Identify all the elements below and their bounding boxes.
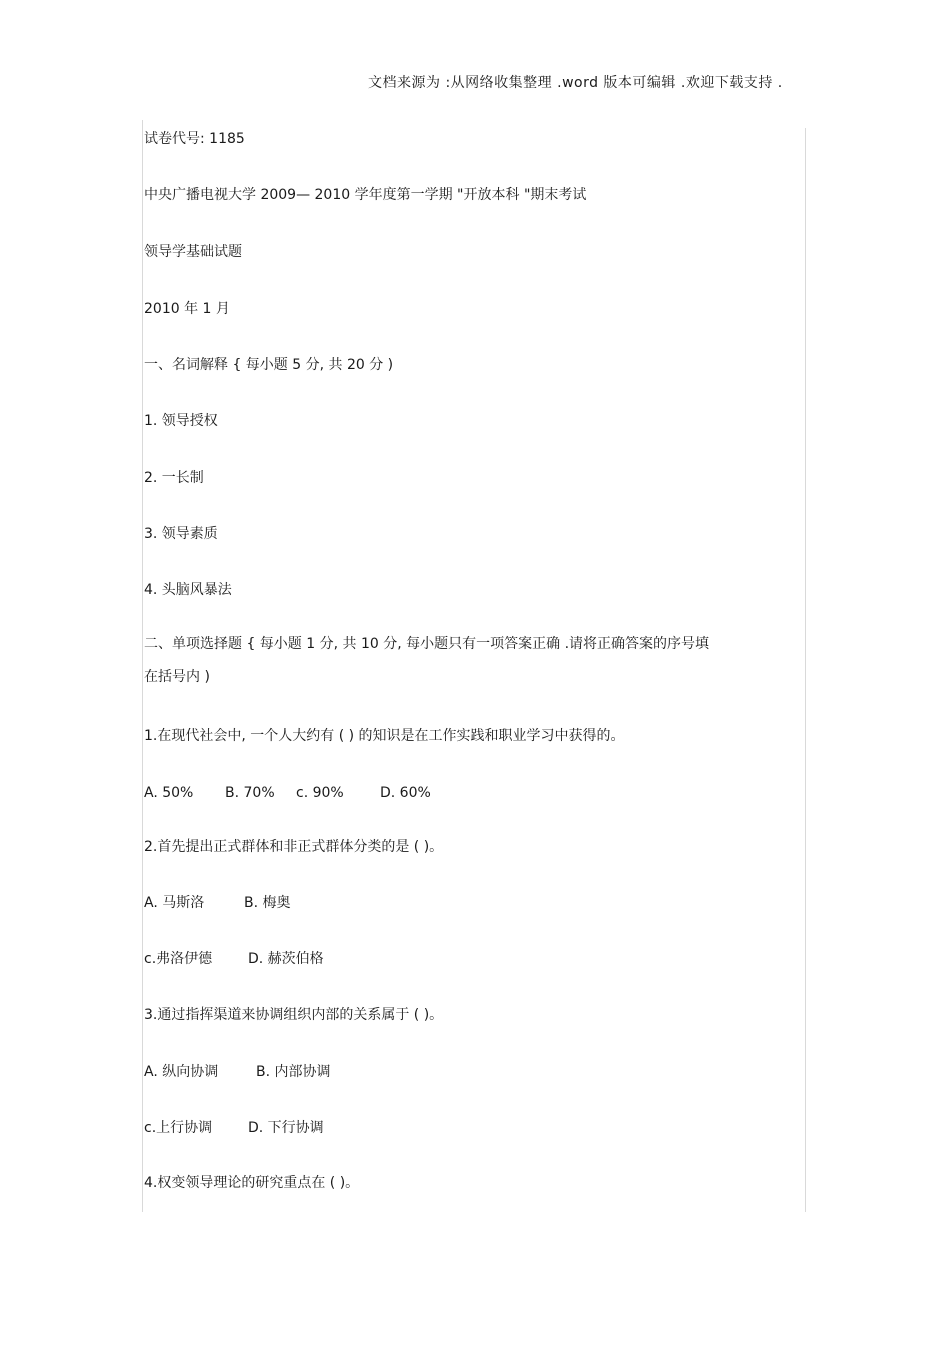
option-c: c. 90% — [296, 785, 344, 801]
question-1-stem: 1.在现代社会中, 一个人大约有 ( ) 的知识是在工作实践和职业学习中获得的。 — [144, 728, 625, 744]
page-header-source-note: 文档来源为 :从网络收集整理 .word 版本可编辑 .欢迎下载支持 . — [368, 75, 783, 91]
question-3-options-row1 — [144, 1063, 331, 1081]
section2-title-line1: 二、单项选择题 { 每小题 1 分, 共 10 分, 每小题只有一项答案正确 .请将正确答案的序号填 — [144, 636, 710, 652]
option-c: c.上行协调 — [144, 1120, 213, 1136]
option-d: D. 下行协调 — [248, 1120, 324, 1136]
question-4-stem: 4.权变领导理论的研究重点在 ( )。 — [144, 1175, 360, 1191]
option-c: c.弗洛伊德 — [144, 951, 213, 967]
right-margin-rule — [805, 128, 806, 1212]
option-d: D. 60% — [380, 785, 431, 801]
question-3-options-row2 — [144, 1119, 324, 1137]
section1-item: 1. 领导授权 — [144, 413, 218, 429]
option-b: B. 内部协调 — [256, 1064, 331, 1080]
question-3-stem: 3.通过指挥渠道来协调组织内部的关系属于 ( )。 — [144, 1007, 444, 1023]
section1-item: 2. 一长制 — [144, 470, 204, 486]
university-exam-line: 中央广播电视大学 2009— 2010 学年度第一学期 "开放本科 "期末考试 — [144, 187, 587, 203]
exam-subject-title: 领导学基础试题 — [144, 244, 242, 260]
left-margin-rule — [142, 120, 143, 1212]
option-b: B. 梅奥 — [244, 895, 291, 911]
option-d: D. 赫茨伯格 — [248, 951, 324, 967]
section2-title-line2: 在括号内 ) — [144, 669, 210, 685]
exam-code: 试卷代号: 1185 — [144, 131, 245, 147]
option-a: A. 纵向协调 — [144, 1064, 219, 1080]
question-1-options — [144, 784, 431, 802]
option-a: A. 50% — [144, 785, 194, 801]
option-b: B. 70% — [225, 785, 275, 801]
section1-title: 一、名词解释 { 每小题 5 分, 共 20 分 ) — [144, 357, 394, 373]
section1-item: 3. 领导素质 — [144, 526, 218, 542]
section1-item: 4. 头脑风暴法 — [144, 582, 232, 598]
question-2-options-row2 — [144, 950, 324, 968]
exam-date: 2010 年 1 月 — [144, 301, 230, 317]
question-2-stem: 2.首先提出正式群体和非正式群体分类的是 ( )。 — [144, 839, 444, 855]
question-2-options-row1 — [144, 894, 291, 912]
option-a: A. 马斯洛 — [144, 895, 205, 911]
